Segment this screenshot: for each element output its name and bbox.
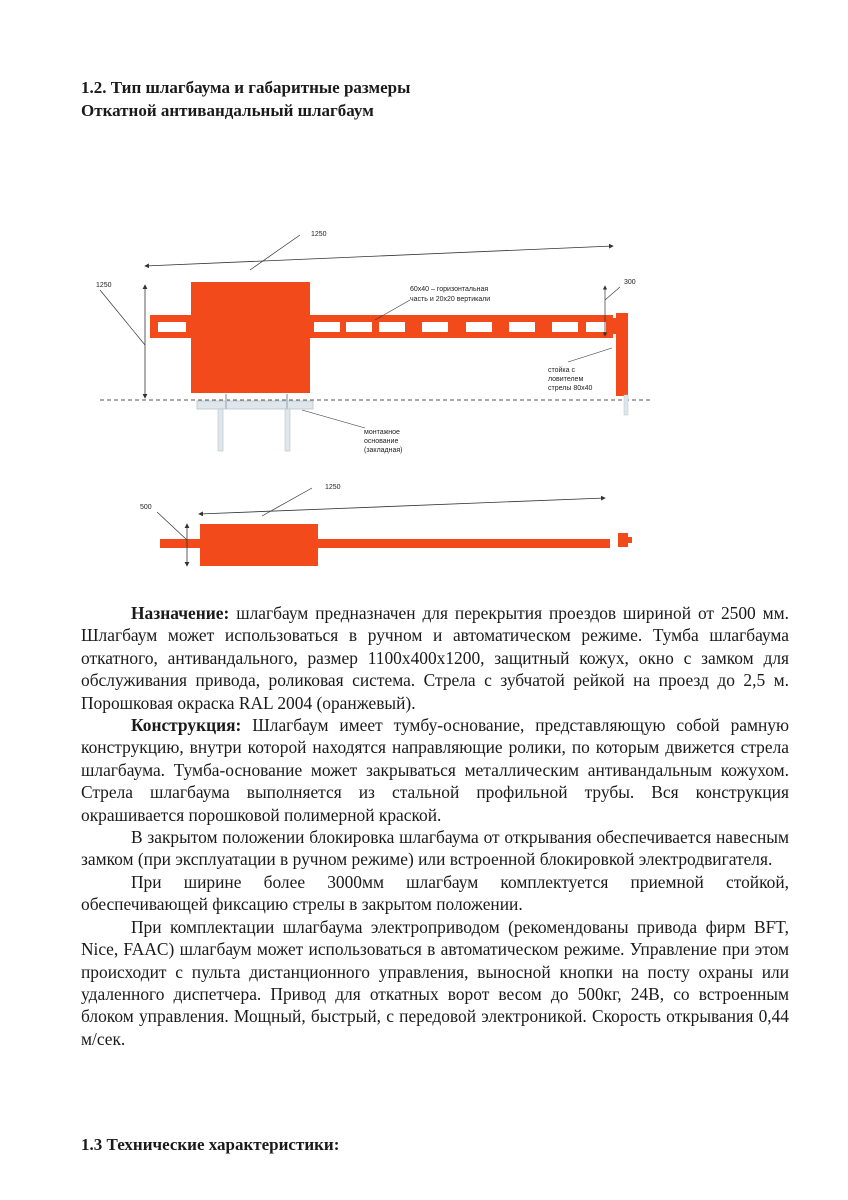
top-view — [140, 484, 632, 566]
side-view — [96, 231, 650, 454]
paragraph-purpose: Назначение: шлагбаум предназначен для перекрытия проездов шириной от 2500 мм. Шлагбаум может использоваться в ручном и автоматическом режиме. Тумба шлагбаума откатного, антивандального, размер 1100х400х1200, защитный кожух, окно с замком для обслуживания привода, роликовая система. Стрела с зубчатой рейкой на проезд до 2,5 м. Порошковая окраска RAL 2004 (оранжевый). — [81, 603, 789, 713]
base-note-label: монтажное — [364, 429, 400, 436]
post-note-label: стойка с — [548, 367, 575, 374]
height-dimension-label: 1250 — [96, 282, 112, 289]
top-width-dimension-label: 1250 — [325, 484, 341, 491]
barrier-cabinet — [191, 282, 310, 393]
width-dimension-label: 1250 — [311, 231, 327, 238]
top-view-post — [618, 533, 628, 547]
paragraph-lead: Конструкция: — [131, 715, 242, 736]
section-heading-1-3: 1.3 Технические характеристики: — [81, 1135, 340, 1154]
mounting-base-plate — [197, 401, 313, 409]
paragraph-locking: В закрытом положении блокировка шлагбаума от открывания обеспечивается навесным замком (при эксплуатации в ручном режиме) или встроенной блокировкой электродвигателя. — [81, 827, 789, 870]
width-dimension-line — [145, 246, 613, 266]
paragraph-construction: Конструкция: Шлагбаум имеет тумбу-основание, представляющую собой рамную конструкцию, внутри которой находятся направляющие ролики, по которым движется стрела шлагбаума. Тумба-основание может закрываться металлическим антивандальным кожухом. Стрела шлагбаума выполняется из стальной профильной трубы. Вся конструкция окрашивается порошковой полимерной краской. — [81, 715, 789, 825]
mounting-base-leg-right — [285, 409, 290, 451]
svg-text:стрелы 80х40: стрелы 80х40 — [548, 385, 593, 392]
svg-text:ловителем: ловителем — [548, 376, 584, 383]
svg-text:(закладная): (закладная) — [364, 447, 403, 454]
description-text — [81, 602, 789, 1050]
barrier-type-subtitle: Откатной антивандальный шлагбаум — [81, 101, 374, 120]
top-width-dimension-line — [199, 498, 605, 514]
boom-note-label: 60х40 – горизонтальная — [410, 286, 489, 293]
post-dimension-label: 300 — [624, 279, 636, 286]
section-heading-1-2: 1.2. Тип шлагбаума и габаритные размеры — [81, 78, 411, 97]
mounting-base-leg-left — [218, 409, 223, 451]
paragraph-lead: Назначение: — [131, 603, 230, 623]
svg-text:основание: основание — [364, 438, 399, 445]
top-view-cabinet — [200, 524, 318, 566]
paragraph-electric-drive: При комплектации шлагбаума электроприводом (рекомендованы привода фирм BFT, Nice, FAAC) шлагбаум может использоваться в автоматическом режиме. Управление при этом происходит с пульта дистанционного управления, выносной кнопки на посту охраны или удаленного диспетчера. Привод для откатных ворот весом до 500кг, 24В, со встроенным блоком управления. Мощный, быстрый, с передовой электроникой. Скорость открывания 0,44 м/сек. — [81, 916, 789, 1049]
depth-dimension-label: 500 — [140, 504, 152, 511]
svg-text:часть и 20х20 вертикали: часть и 20х20 вертикали — [410, 296, 491, 303]
paragraph-receiving-post: При ширине более 3000мм шлагбаум комплектуется приемной стойкой, обеспечивающей фиксацию стрелы в закрытом положении. — [81, 871, 789, 915]
receiving-post-base — [624, 395, 628, 415]
receiving-post — [616, 313, 628, 396]
